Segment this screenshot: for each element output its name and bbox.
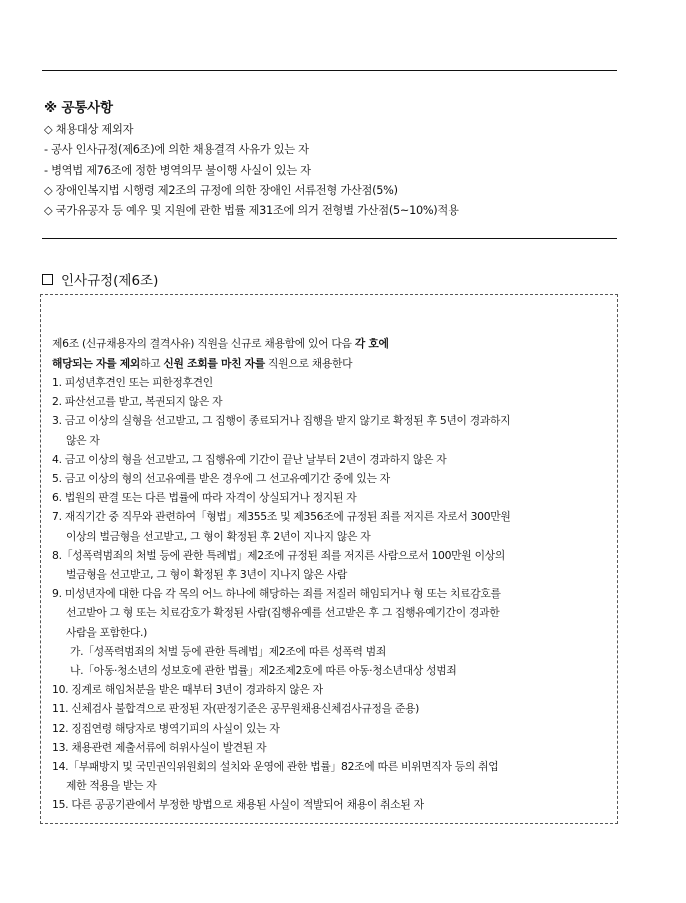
clause-13 xyxy=(52,738,612,757)
clause-line: 8.「성폭력범죄의 처벌 등에 관한 특례법」제2조에 규정된 죄를 저지른 사람으로서 100만원 이상의 xyxy=(52,548,505,562)
clause-4 xyxy=(52,450,612,469)
intro-emphasis: 신원 조회를 마친 자를 xyxy=(163,356,265,370)
clause-14 xyxy=(52,757,612,795)
clause-line: 않은 자 xyxy=(66,433,100,447)
clause-8 xyxy=(52,546,612,584)
clause-line: 3. 금고 이상의 실형을 선고받고, 그 집행이 종료되거나 집행을 받지 않기로 확정된 후 5년이 경과하지 xyxy=(52,414,511,428)
list-item: - 병역법 제76조에 정한 병역의무 불이행 사실이 있는 자 xyxy=(44,163,311,177)
intro-line-2 xyxy=(52,354,612,374)
clause-subitem: 가.「성폭력범죄의 처벌 등에 관한 특례법」제2조에 따른 성폭력 범죄 xyxy=(70,644,386,658)
clause-6 xyxy=(52,488,612,507)
intro-emphasis: 해당되는 자를 제외 xyxy=(52,356,140,370)
clause-11 xyxy=(52,699,612,718)
regulation-content xyxy=(52,334,612,815)
clause-line: 12. 징집연령 해당자로 병역기피의 사실이 있는 자 xyxy=(52,721,280,735)
clause-9 xyxy=(52,584,612,680)
list-item: ◇ 채용대상 제외자 xyxy=(44,123,134,136)
checkbox-square-icon xyxy=(42,274,53,285)
clause-7 xyxy=(52,507,612,545)
clause-line: 이상의 벌금형을 선고받고, 그 형이 확정된 후 2년이 지나지 않은 자 xyxy=(66,529,371,543)
clause-line: 4. 금고 이상의 형을 선고받고, 그 집행유예 기간이 끝난 날부터 2년이 경과하지 않은 자 xyxy=(52,452,447,466)
regulation-heading xyxy=(42,269,158,289)
clause-line: 사람을 포함한다.) xyxy=(66,625,148,639)
list-item: ◇ 국가유공자 등 예우 및 지원에 관한 법률 제31조에 의거 전형별 가산점(5~10%)적용 xyxy=(44,204,459,218)
clause-line: 2. 파산선고를 받고, 복권되지 않은 자 xyxy=(52,395,223,409)
clause-3 xyxy=(52,411,612,449)
clause-15 xyxy=(52,795,612,814)
intro-line-1 xyxy=(52,334,612,354)
clause-10 xyxy=(52,680,612,699)
clause-line: 선고받아 그 형 또는 치료감호가 확정된 사람(집행유예를 선고받은 후 그 집행유예기간이 경과한 xyxy=(66,606,500,620)
clause-line: 7. 재직기간 중 직무와 관련하여「형법」제355조 및 제356조에 규정된 죄를 저지른 자로서 300만원 xyxy=(52,510,511,524)
list-item: - 공사 인사규정(제6조)에 의한 채용결격 사유가 있는 자 xyxy=(44,143,309,157)
clause-12 xyxy=(52,719,612,738)
clause-1 xyxy=(52,373,612,392)
clause-line: 13. 채용관련 제출서류에 허위사실이 발견된 자 xyxy=(52,740,267,754)
clause-line: 15. 다른 공공기관에서 부정한 방법으로 채용된 사실이 적발되어 채용이 취소된 자 xyxy=(52,798,424,812)
clause-subitem: 나.「아동·청소년의 성보호에 관한 법률」제2조제2호에 따른 아동·청소년대상 성범죄 xyxy=(70,664,457,678)
clause-line: 5. 금고 이상의 형의 선고유예를 받은 경우에 그 선고유예기간 중에 있는 자 xyxy=(52,472,390,486)
clause-line: 벌금형을 선고받고, 그 형이 확정된 후 3년이 지나지 않은 사람 xyxy=(66,568,348,582)
clause-line: 14.「부패방지 및 국민권익위원회의 설치와 운영에 관한 법률」82조에 따른 비위면직자 등의 취업 xyxy=(52,760,499,774)
intro-text: 직원으로 채용한다 xyxy=(264,356,353,370)
clause-line: 1. 피성년후견인 또는 피한정후견인 xyxy=(52,376,213,389)
regulation-title: 인사규정(제6조) xyxy=(61,273,159,289)
intro-text: 하고 xyxy=(139,356,164,370)
top-divider xyxy=(42,70,617,71)
common-section-title: ※ 공통사항 xyxy=(44,100,113,116)
common-list xyxy=(44,120,459,221)
clause-line: 11. 신체검사 불합격으로 판정된 자(판정기준은 공무원채용신체검사규정을 준용) xyxy=(52,702,420,716)
middle-divider xyxy=(42,238,617,239)
clause-line: 9. 미성년자에 대한 다음 각 목의 어느 하나에 해당하는 죄를 저질러 해임되거나 형 또는 치료감호를 xyxy=(52,587,501,601)
clause-2 xyxy=(52,392,612,411)
clause-line: 10. 징계로 해임처분을 받은 때부터 3년이 경과하지 않은 자 xyxy=(52,683,323,697)
intro-emphasis: 각 호에 xyxy=(354,337,389,350)
intro-text: 제6조 (신규채용자의 결격사유) 직원을 신규로 채용함에 있어 다음 xyxy=(52,337,355,350)
clause-line: 6. 법원의 판결 또는 다른 법률에 따라 자격이 상실되거나 정지된 자 xyxy=(52,491,357,505)
clause-line: 제한 적용을 받는 자 xyxy=(66,779,157,793)
list-item: ◇ 장애인복지법 시행령 제2조의 규정에 의한 장애인 서류전형 가산점(5%) xyxy=(44,183,398,197)
clause-list xyxy=(52,373,612,815)
clause-5 xyxy=(52,469,612,488)
